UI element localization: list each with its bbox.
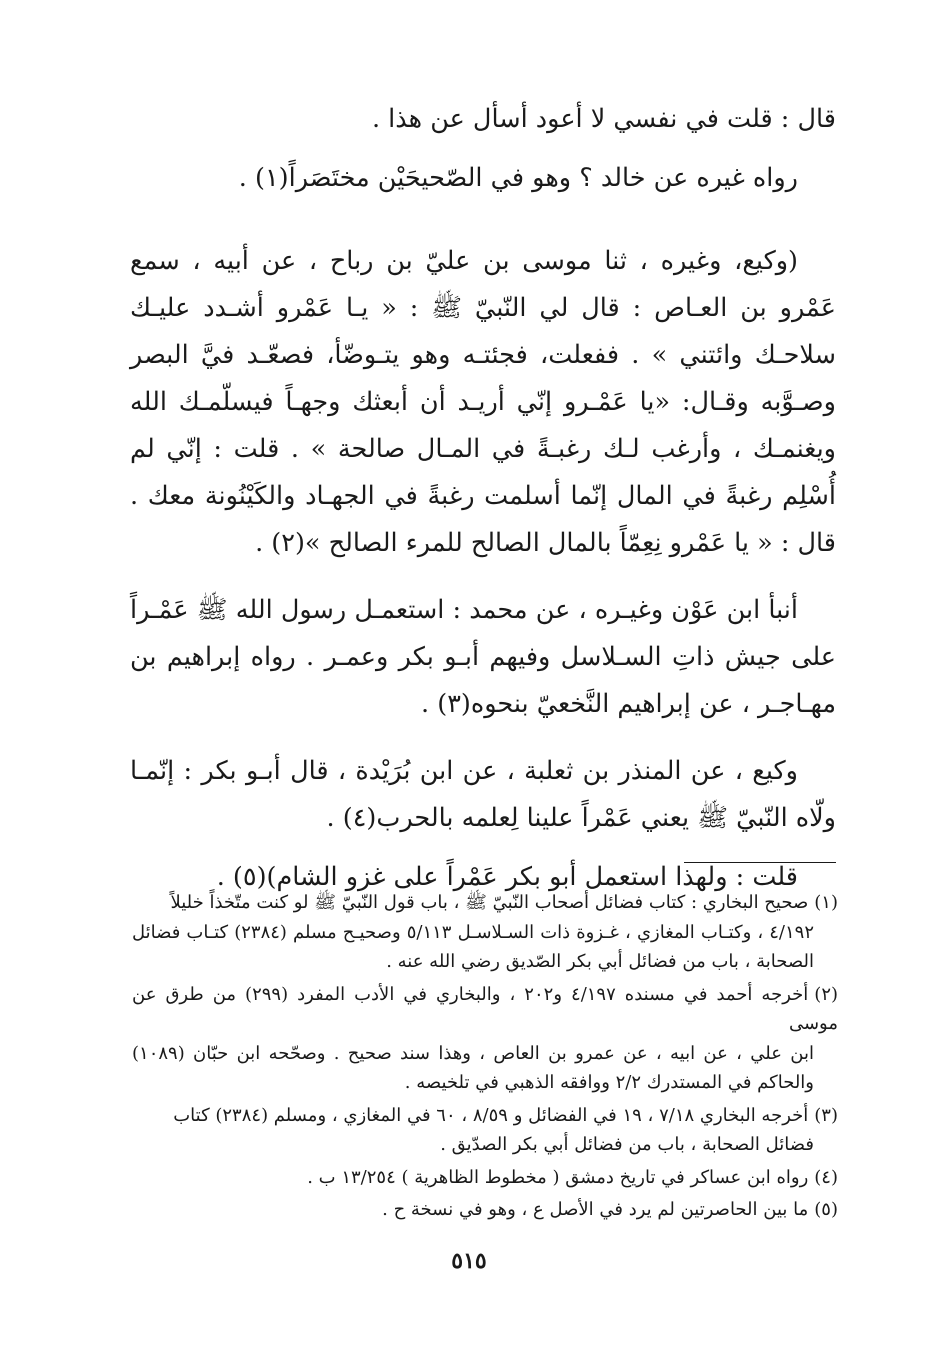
footnote-text: ما بين الحاصرتين لم يرد في الأصل ع ، وهو في نسخة ح .	[382, 1199, 809, 1220]
footnote-number: (٥)	[814, 1199, 838, 1220]
footnote-text: أخرجه أحمد في مسنده ٤/١٩٧ و٢٠٢ ، والبخاري في الأدب المفرد (٢٩٩) من طرق عن موسى	[132, 983, 838, 1034]
footnote-text: رواه ابن عساكر في تاريخ دمشق ( مخطوط الظاهرية ) ١٣/٢٥٤ ب .	[307, 1166, 809, 1188]
paragraph-5: وكيع ، عن المنذر بن ثعلبة ، عن ابن بُرَيْدة ، قال أبـو بكر : إنّمـا ولّاه النّبيّ ﷺ يعني عَمْراً علينا لِعلمه بالحرب(٤) .	[130, 756, 836, 833]
main-text	[130, 96, 836, 901]
footnote-number: (٣)	[814, 1104, 838, 1126]
footnote-2	[132, 980, 838, 1098]
footnote-number: (١)	[814, 892, 838, 913]
footnotes	[132, 888, 838, 1228]
footnote-number: (٢)	[814, 983, 839, 1005]
footnote-separator	[684, 862, 836, 863]
footnote-continuation: ابن علي ، عن ابيه ، عن عمرو بن العاص ، وهذا سند صحيح . وصحّحه ابن حبّان (١٠٨٩) والحاكم في المستدرك ٢/٢ ووافقه الذهبي في تلخيصه .	[132, 1042, 814, 1093]
paragraph-6: قلت : ولهذا استعمل أبو بكر عَمْراً على غزو الشام)(٥) .	[216, 862, 798, 892]
footnote-continuation: ٤/١٩٢ ، وكتـاب المغازي ، غـزوة ذات السـلاسـل ٥/١١٣ وصحيـح مسلم (٢٣٨٤) كتـاب فضائل الصحابة ، باب من فضائل أبي بكر الصّديق رضي الله عنه .	[132, 921, 814, 972]
paragraph-3: (وكيع، وغيره ، ثنا موسى بن عليّ بن رباح ، عن أبيه ، سمع عَمْرو بن العـاص : قال لي النّبيّ ﷺ : « يـا عَمْرو أشـدد عليـك سلاحـك وائتني » . ففعلت، فجئتـه وهو يتـوضّأ، فصعّـد فيَّ البصر وصـوَّبه وقـال: «يا عَمْـرو إنّي أريـد أن أبعثك وجهـاً فيسلّمـك الله ويغنمـك ، وأرغب لـك رغبـةً في المـال صالحة » . قلت : إنّي لم أُسْلِم رغبةً في المال إنّما أسلمت رغبةً في الجهـاد والكَيْنُونة معك . قال : « يا عَمْرو نِعِمّاً بالمال الصالح للمرء الصالح »(٢) .	[130, 246, 836, 558]
paragraph-2: رواه غيره عن خالد ؟ وهو في الصّحيحَيْن مختَصَراً(١) .	[238, 163, 798, 193]
footnote-4	[132, 1163, 838, 1193]
footnote-text: صحيح البخاري : كتاب فضائل أصحاب النّبيّ ﷺ ، باب قول النّبيّ ﷺ لو كنت متّخذاً خليلاً	[170, 892, 809, 913]
paragraph-1: قال : قلت في نفسي لا أعود أسأل عن هذا .	[371, 104, 836, 134]
footnote-text: أخرجه البخاري ٧/١٨ ، ١٩ في الفضائل و ٨/٥٩ ، ٦٠ في المغازي ، ومسلم (٢٣٨٤) كتاب	[173, 1104, 809, 1126]
footnote-5	[132, 1195, 838, 1225]
paragraph-4: أنبأ ابن عَوْن وغيـره ، عن محمد : استعمـل رسول الله ﷺ عَمْـراً على جيش ذاتِ السـلاسل وفيهم أبـو بكر وعمـر . رواه إبراهيم بن مهـاجـر ، عن إبراهيم النَّخعيّ بنحوه(٣) .	[130, 595, 836, 719]
footnote-3	[132, 1101, 838, 1160]
footnote-continuation: فضائل الصحابة ، باب من فضائل أبي بكر الصدّيق .	[440, 1134, 814, 1155]
footnote-number: (٤)	[814, 1166, 838, 1188]
footnote-1	[132, 888, 838, 977]
page-number: ٥١٥	[451, 1248, 487, 1274]
